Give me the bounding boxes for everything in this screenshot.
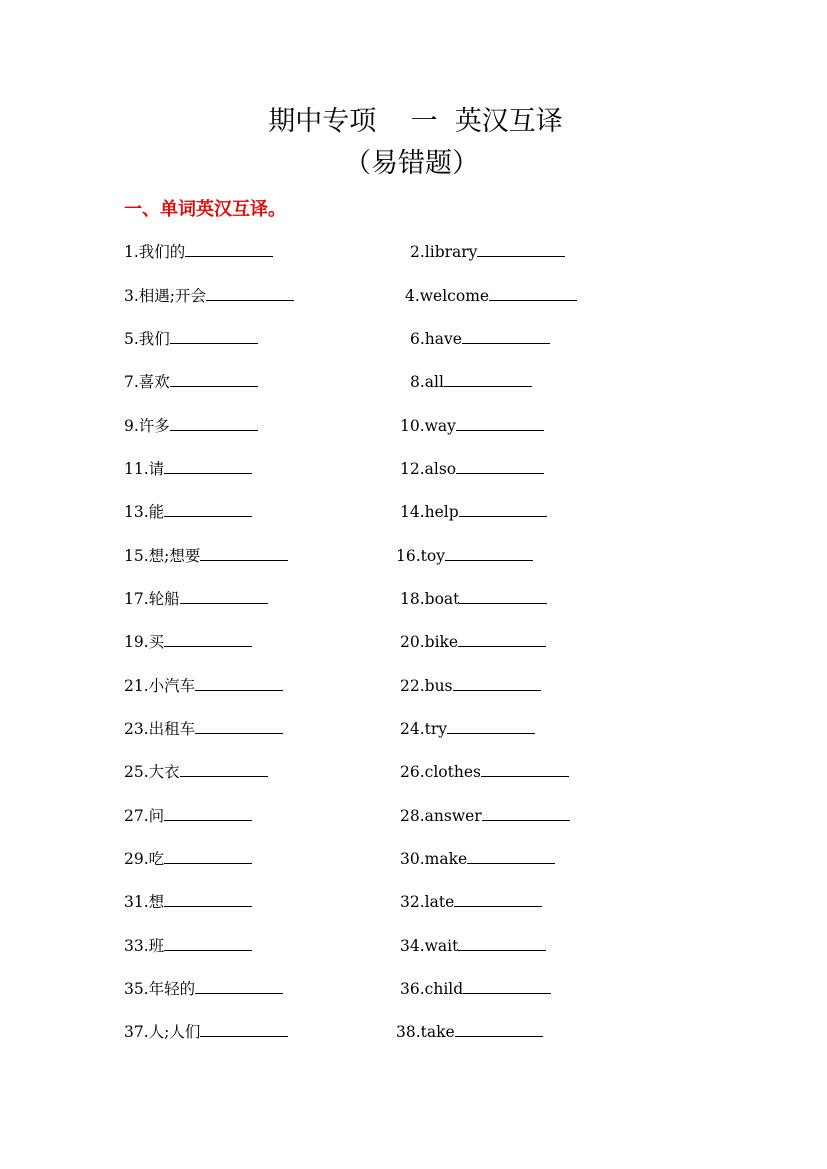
question-label: 37.人;人们 — [124, 1023, 201, 1041]
question-label: 15.想;想要 — [124, 547, 201, 565]
question-item — [400, 935, 546, 957]
answer-blank[interactable] — [455, 1021, 543, 1037]
question-label: 22.bus — [400, 677, 453, 695]
question-item — [124, 805, 252, 827]
question-label: 11.请 — [124, 460, 165, 478]
answer-blank[interactable] — [467, 848, 555, 864]
answer-blank[interactable] — [180, 588, 268, 604]
question-label: 20.bike — [400, 633, 459, 651]
question-item — [396, 1021, 543, 1043]
question-label: 35.年轻的 — [124, 980, 196, 998]
question-item — [124, 458, 252, 480]
question-item — [400, 675, 541, 697]
question-item — [400, 631, 546, 653]
answer-blank[interactable] — [447, 718, 535, 734]
question-label: 29.吃 — [124, 850, 165, 868]
question-label: 21.小汽车 — [124, 677, 196, 695]
answer-blank[interactable] — [454, 891, 542, 907]
answer-blank[interactable] — [477, 241, 565, 257]
answer-blank[interactable] — [481, 761, 569, 777]
answer-blank[interactable] — [482, 805, 570, 821]
answer-blank[interactable] — [200, 1021, 288, 1037]
question-item — [124, 328, 258, 350]
answer-blank[interactable] — [164, 891, 252, 907]
section-heading: 一、单词英汉互译。 — [124, 199, 286, 220]
answer-blank[interactable] — [195, 718, 283, 734]
question-item — [400, 891, 542, 913]
question-item — [410, 328, 550, 350]
answer-blank[interactable] — [458, 631, 546, 647]
question-label: 27.问 — [124, 807, 165, 825]
answer-blank[interactable] — [445, 545, 533, 561]
answer-blank[interactable] — [185, 241, 273, 257]
question-label: 24.try — [400, 720, 448, 738]
question-item — [410, 241, 565, 263]
question-item — [124, 631, 252, 653]
question-label: 28.answer — [400, 807, 482, 825]
question-item — [400, 588, 547, 610]
question-item — [124, 415, 258, 437]
question-label: 34.wait — [400, 937, 459, 955]
question-label: 38.take — [396, 1023, 455, 1041]
question-label: 17.轮船 — [124, 590, 180, 608]
question-label: 36.child — [400, 980, 464, 998]
question-label: 32.late — [400, 893, 455, 911]
question-item — [400, 848, 555, 870]
question-label: 30.make — [400, 850, 468, 868]
answer-blank[interactable] — [456, 415, 544, 431]
question-label: 3.相遇;开会 — [124, 287, 207, 305]
question-item — [124, 545, 288, 567]
question-item — [400, 805, 570, 827]
question-label: 10.way — [400, 417, 456, 435]
question-label: 16.toy — [396, 547, 445, 565]
question-item — [124, 761, 268, 783]
answer-blank[interactable] — [195, 978, 283, 994]
question-label: 4.welcome — [405, 287, 490, 305]
question-label: 6.have — [410, 330, 462, 348]
question-item — [400, 415, 544, 437]
answer-blank[interactable] — [459, 501, 547, 517]
question-item — [124, 588, 268, 610]
answer-blank[interactable] — [170, 328, 258, 344]
question-label: 23.出租车 — [124, 720, 196, 738]
question-label: 8.all — [410, 373, 444, 391]
question-item — [400, 978, 551, 1000]
answer-blank[interactable] — [458, 935, 546, 951]
question-item — [124, 891, 252, 913]
answer-blank[interactable] — [462, 328, 550, 344]
question-item — [124, 1021, 288, 1043]
question-item — [405, 285, 577, 307]
question-label: 14.help — [400, 503, 459, 521]
question-label: 9.许多 — [124, 417, 170, 435]
question-item — [124, 371, 258, 393]
question-label: 25.大衣 — [124, 763, 180, 781]
question-item — [124, 285, 294, 307]
answer-blank[interactable] — [463, 978, 551, 994]
question-label: 7.喜欢 — [124, 373, 170, 391]
answer-blank[interactable] — [170, 371, 258, 387]
page-subtitle: （易错题） — [344, 148, 479, 179]
question-label: 33.班 — [124, 937, 165, 955]
question-item — [124, 718, 283, 740]
answer-blank[interactable] — [444, 371, 532, 387]
answer-blank[interactable] — [170, 415, 258, 431]
question-label: 18.boat — [400, 590, 460, 608]
question-label: 2.library — [410, 243, 478, 261]
answer-blank[interactable] — [164, 501, 252, 517]
question-label: 19.买 — [124, 633, 165, 651]
answer-blank[interactable] — [164, 631, 252, 647]
answer-blank[interactable] — [164, 935, 252, 951]
answer-blank[interactable] — [459, 588, 547, 604]
question-item — [124, 935, 252, 957]
answer-blank[interactable] — [456, 458, 544, 474]
question-label: 31.想 — [124, 893, 165, 911]
question-label: 26.clothes — [400, 763, 481, 781]
question-item — [400, 718, 535, 740]
question-label: 13.能 — [124, 503, 165, 521]
question-item — [396, 545, 533, 567]
question-item — [124, 848, 252, 870]
question-item — [124, 978, 283, 1000]
answer-blank[interactable] — [164, 805, 252, 821]
question-label: 5.我们 — [124, 330, 170, 348]
answer-blank[interactable] — [206, 285, 294, 301]
question-item — [124, 675, 283, 697]
question-item — [410, 371, 532, 393]
page-title: 期中专项 一 英汉互译 — [268, 106, 563, 137]
question-item — [400, 458, 544, 480]
question-item — [400, 501, 547, 523]
answer-blank[interactable] — [164, 458, 252, 474]
question-item — [400, 761, 569, 783]
question-item — [124, 241, 273, 263]
answer-blank[interactable] — [164, 848, 252, 864]
question-label: 12.also — [400, 460, 457, 478]
answer-blank[interactable] — [200, 545, 288, 561]
question-label: 1.我们的 — [124, 243, 186, 261]
answer-blank[interactable] — [489, 285, 577, 301]
answer-blank[interactable] — [453, 675, 541, 691]
answer-blank[interactable] — [195, 675, 283, 691]
answer-blank[interactable] — [180, 761, 268, 777]
question-item — [124, 501, 252, 523]
